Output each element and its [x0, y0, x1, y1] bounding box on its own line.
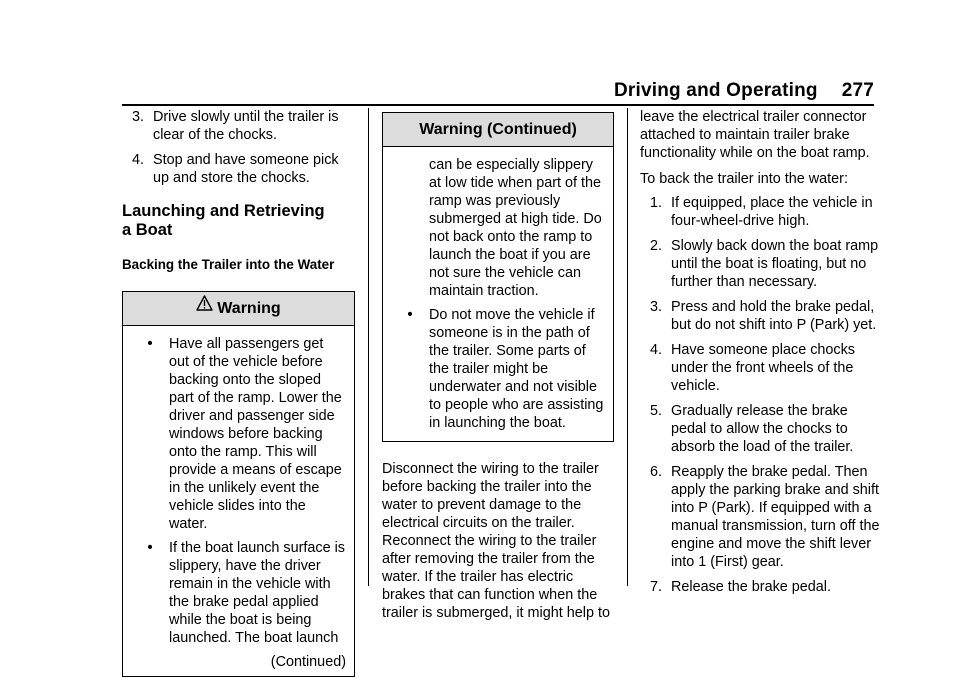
step-text: Have someone place chocks under the front wheels of the vehicle.	[671, 342, 855, 394]
step-number: 4.	[650, 342, 663, 358]
warning-body	[123, 326, 354, 676]
column-3	[640, 108, 880, 603]
bullet-glyph: •	[147, 540, 153, 556]
warning-box	[122, 291, 355, 677]
bullet-text: Have all passengers get out of the vehicle before backing onto the sloped part of the ramp. Lower the driver and passenger side windows before backing onto the ramp. This will provide a means of escape in the unlikely event the vehicle slides into the water.	[169, 336, 342, 532]
step-number: 7.	[650, 579, 663, 595]
section-heading-line: a Boat	[122, 221, 173, 239]
list-item	[640, 237, 880, 291]
list-item	[122, 151, 355, 187]
column-2	[382, 112, 614, 630]
step-text: If equipped, place the vehicle in four-wheel-drive high.	[671, 195, 873, 229]
warning-body	[383, 147, 613, 441]
warning-triangle-icon	[196, 290, 213, 323]
subsection-heading: Backing the Trailer into the Water	[122, 257, 335, 272]
column-divider-2	[627, 108, 628, 586]
section-heading	[122, 202, 355, 240]
step-text: Release the brake pedal.	[671, 579, 832, 595]
warning-title: Warning	[217, 300, 281, 317]
step-number: 3.	[650, 299, 663, 315]
list-item	[640, 341, 880, 395]
body-paragraph: To back the trailer into the water:	[640, 171, 848, 187]
list-item	[122, 108, 355, 144]
step-text: Drive slowly until the trailer is clear of the chocks.	[153, 109, 339, 143]
step-text: Reapply the brake pedal. Then apply the parking brake and shift into P (Park). If equipped with a manual transmission, turn off the engine and move the shift lever into 1 (First) gear.	[671, 464, 880, 570]
warning-continuation-text: can be especially slippery at low tide when part of the ramp was previously submerged at high tide. Do not back onto the ramp to launch the boat if you are not sure the vehicle can maintain traction.	[429, 157, 602, 299]
list-item	[640, 402, 880, 456]
continued-label: (Continued)	[270, 654, 346, 670]
step-text: Gradually release the brake pedal to allow the chocks to absorb the load of the trailer.	[671, 403, 854, 455]
step-list	[640, 194, 880, 596]
column-divider-1	[368, 108, 369, 586]
list-item	[640, 578, 880, 596]
list-item	[640, 463, 880, 571]
body-paragraph: Disconnect the wiring to the trailer before backing the trailer into the water to prevent damage to the electrical circuits on the trailer. Reconnect the wiring to the trailer after removing the trailer from the water. If the trailer has electric brakes that can function when the trailer is submerged, it might help to	[382, 461, 610, 621]
bullet-glyph: •	[147, 336, 153, 352]
section-title: Driving and Operating	[613, 80, 818, 101]
warning-bullet	[131, 539, 346, 647]
page-number: 277	[841, 80, 874, 101]
step-number: 3.	[132, 109, 145, 125]
step-text: Slowly back down the boat ramp until the boat is floating, but no further than necessary.	[671, 238, 879, 290]
step-number: 4.	[132, 152, 145, 168]
warning-bullet	[391, 306, 605, 432]
section-heading-line: Launching and Retrieving	[122, 202, 325, 220]
column-1	[122, 108, 355, 677]
warning-bullet	[131, 335, 346, 533]
step-number: 2.	[650, 238, 663, 254]
warning-header: Warning (Continued)	[383, 113, 613, 147]
list-item	[640, 194, 880, 230]
step-number: 5.	[650, 403, 663, 419]
page-header	[614, 80, 874, 102]
header-rule	[122, 104, 874, 106]
warning-header	[123, 292, 354, 326]
step-text: Press and hold the brake pedal, but do not shift into P (Park) yet.	[671, 299, 877, 333]
body-paragraph: leave the electrical trailer connector attached to maintain trailer brake functionality while on the boat ramp.	[640, 109, 870, 161]
bullet-text: Do not move the vehicle if someone is in the path of the trailer. Some parts of the trailer might be underwater and not visible to people who are assisting in launching the boat.	[429, 307, 604, 431]
step-number: 6.	[650, 464, 663, 480]
list-item	[640, 298, 880, 334]
step-text: Stop and have someone pick up and store the chocks.	[153, 152, 339, 186]
step-number: 1.	[650, 195, 663, 211]
bullet-glyph: •	[407, 307, 413, 323]
warning-box	[382, 112, 614, 442]
bullet-text: If the boat launch surface is slippery, have the driver remain in the vehicle with the brake pedal applied while the boat is being launched. The boat launch	[169, 540, 345, 646]
